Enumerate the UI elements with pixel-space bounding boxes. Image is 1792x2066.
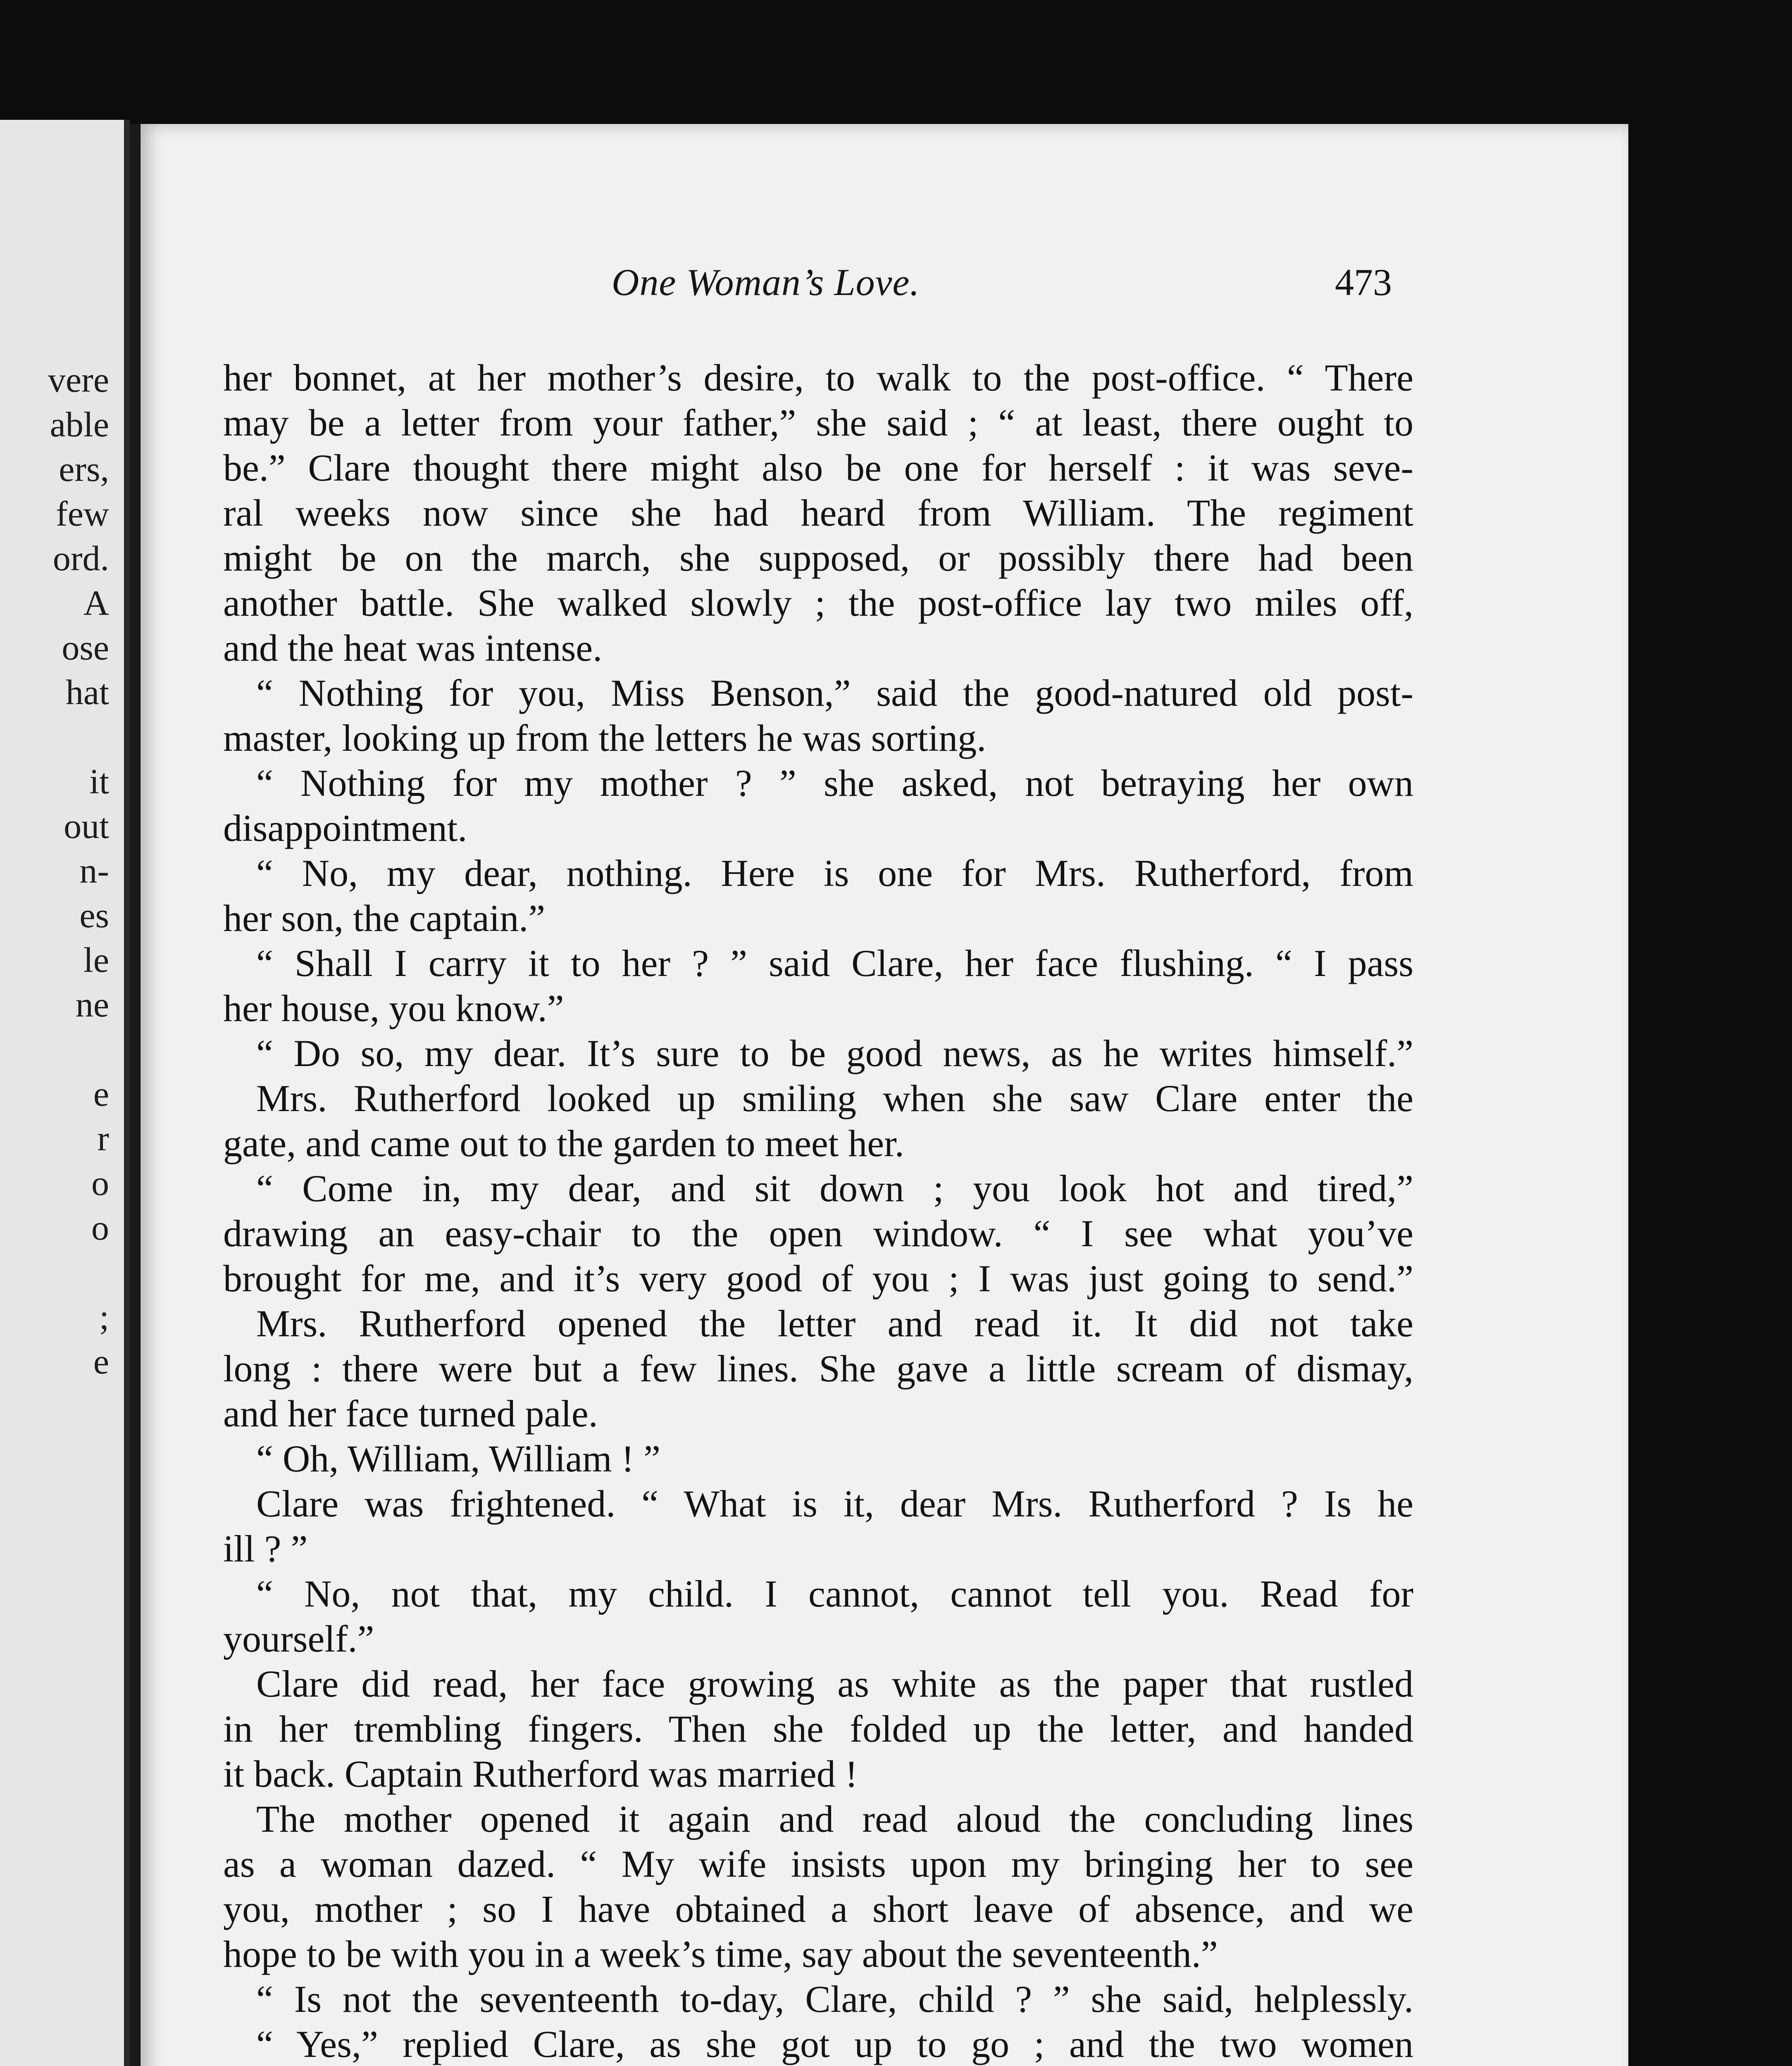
left-fragment: o	[91, 1163, 109, 1203]
text-line: disappointment.	[223, 807, 467, 849]
text-line: be.” Clare thought there might also be one for herself : it was seve-	[223, 447, 1413, 489]
left-fragment: le	[83, 940, 109, 980]
text-line: “ Do so, my dear. It’s sure to be good news, as he writes himself.”	[256, 1032, 1413, 1074]
text-line: hope to be with you in a week’s time, say about the seventeenth.”	[223, 1933, 1218, 1975]
text-line: “ Nothing for my mother ? ” she asked, not betraying her own	[256, 762, 1413, 804]
left-fragment: ers,	[59, 449, 109, 489]
text-line: and the heat was intense.	[223, 627, 603, 669]
text-line: “ No, my dear, nothing. Here is one for Mrs. Rutherford, from	[256, 852, 1413, 894]
text-line: Clare was frightened. “ What is it, dear Mrs. Rutherford ? Is he	[256, 1483, 1413, 1525]
left-fragment: ne	[75, 985, 109, 1024]
left-fragment: e	[93, 1074, 109, 1114]
text-line: might be on the march, she supposed, or possibly there had been	[223, 537, 1413, 579]
text-line: it back. Captain Rutherford was married !	[223, 1753, 858, 1795]
running-title: One Woman’s Love.	[612, 261, 920, 303]
left-fragment: e	[93, 1342, 109, 1381]
left-fragment: able	[50, 405, 109, 444]
text-line: may be a letter from your father,” she said ; “ at least, there ought to	[223, 402, 1413, 444]
text-line: her house, you know.”	[223, 987, 564, 1029]
left-fragment: few	[56, 494, 109, 533]
text-line: Mrs. Rutherford opened the letter and read it. It did not take	[256, 1302, 1413, 1345]
left-fragment: es	[79, 895, 109, 935]
text-line: “ Oh, William, William ! ”	[256, 1438, 660, 1480]
text-line: Mrs. Rutherford looked up smiling when she saw Clare enter the	[256, 1077, 1413, 1119]
text-line: her bonnet, at her mother’s desire, to walk to the post-office. “ There	[223, 357, 1413, 399]
left-fragment	[48, 1250, 109, 1295]
text-line: “ Nothing for you, Miss Benson,” said the good-natured old post-	[256, 672, 1413, 714]
left-fragment: hat	[65, 672, 109, 712]
text-line: yourself.”	[223, 1618, 374, 1660]
text-line: “ Yes,” replied Clare, as she got up to go ; and the two women	[256, 2023, 1413, 2065]
left-fragment	[48, 714, 109, 759]
left-fragment: r	[97, 1119, 109, 1158]
text-line: Clare did read, her face growing as white as the paper that rustled	[256, 1663, 1413, 1705]
left-page-edge	[0, 120, 130, 2066]
text-line: drawing an easy-chair to the open window. “ I see what you’ve	[223, 1212, 1413, 1254]
left-fragment: vere	[48, 360, 109, 400]
page-number: 473	[1335, 261, 1392, 303]
text-line: “ Shall I carry it to her ? ” said Clare, her face flushing. “ I pass	[256, 942, 1413, 984]
text-line: ill ? ”	[223, 1528, 308, 1570]
left-fragment: it	[89, 762, 109, 801]
running-header	[141, 260, 1628, 310]
text-line: “ No, not that, my child. I cannot, cannot tell you. Read for	[256, 1573, 1413, 1615]
text-line: brought for me, and it’s very good of you ; I was just going to send.”	[223, 1257, 1413, 1300]
text-line: “ Is not the seventeenth to-day, Clare, child ? ” she said, helplessly.	[256, 1978, 1413, 2020]
left-fragment: o	[91, 1208, 109, 1247]
text-line: you, mother ; so I have obtained a short leave of absence, and we	[223, 1888, 1413, 1930]
book-gutter	[130, 124, 140, 2066]
text-line: in her trembling fingers. Then she folded up the letter, and handed	[223, 1708, 1413, 1750]
book-page	[141, 124, 1628, 2066]
text-line: The mother opened it again and read aloud the concluding lines	[256, 1798, 1413, 1840]
text-line: ral weeks now since she had heard from William. The regiment	[223, 492, 1413, 534]
text-line: her son, the captain.”	[223, 897, 546, 939]
left-fragment: ord.	[52, 538, 109, 578]
text-line: gate, and came out to the garden to meet her.	[223, 1122, 904, 1164]
text-line: long : there were but a few lines. She gave a little scream of dismay,	[223, 1347, 1413, 1390]
left-fragment: ose	[62, 628, 109, 667]
left-fragment: out	[64, 806, 109, 846]
body-text	[223, 355, 1413, 2066]
left-page-text-fragments	[48, 357, 109, 1384]
left-fragment: n-	[79, 851, 109, 890]
text-line: “ Come in, my dear, and sit down ; you look hot and tired,”	[256, 1167, 1413, 1209]
left-fragment	[48, 1027, 109, 1071]
left-fragment: A	[83, 583, 109, 623]
left-fragment: ;	[99, 1297, 109, 1337]
text-line: as a woman dazed. “ My wife insists upon my bringing her to see	[223, 1843, 1413, 1885]
text-line: master, looking up from the letters he was sorting.	[223, 717, 987, 759]
text-line: another battle. She walked slowly ; the post-office lay two miles off,	[223, 582, 1413, 624]
text-line: and her face turned pale.	[223, 1392, 598, 1435]
